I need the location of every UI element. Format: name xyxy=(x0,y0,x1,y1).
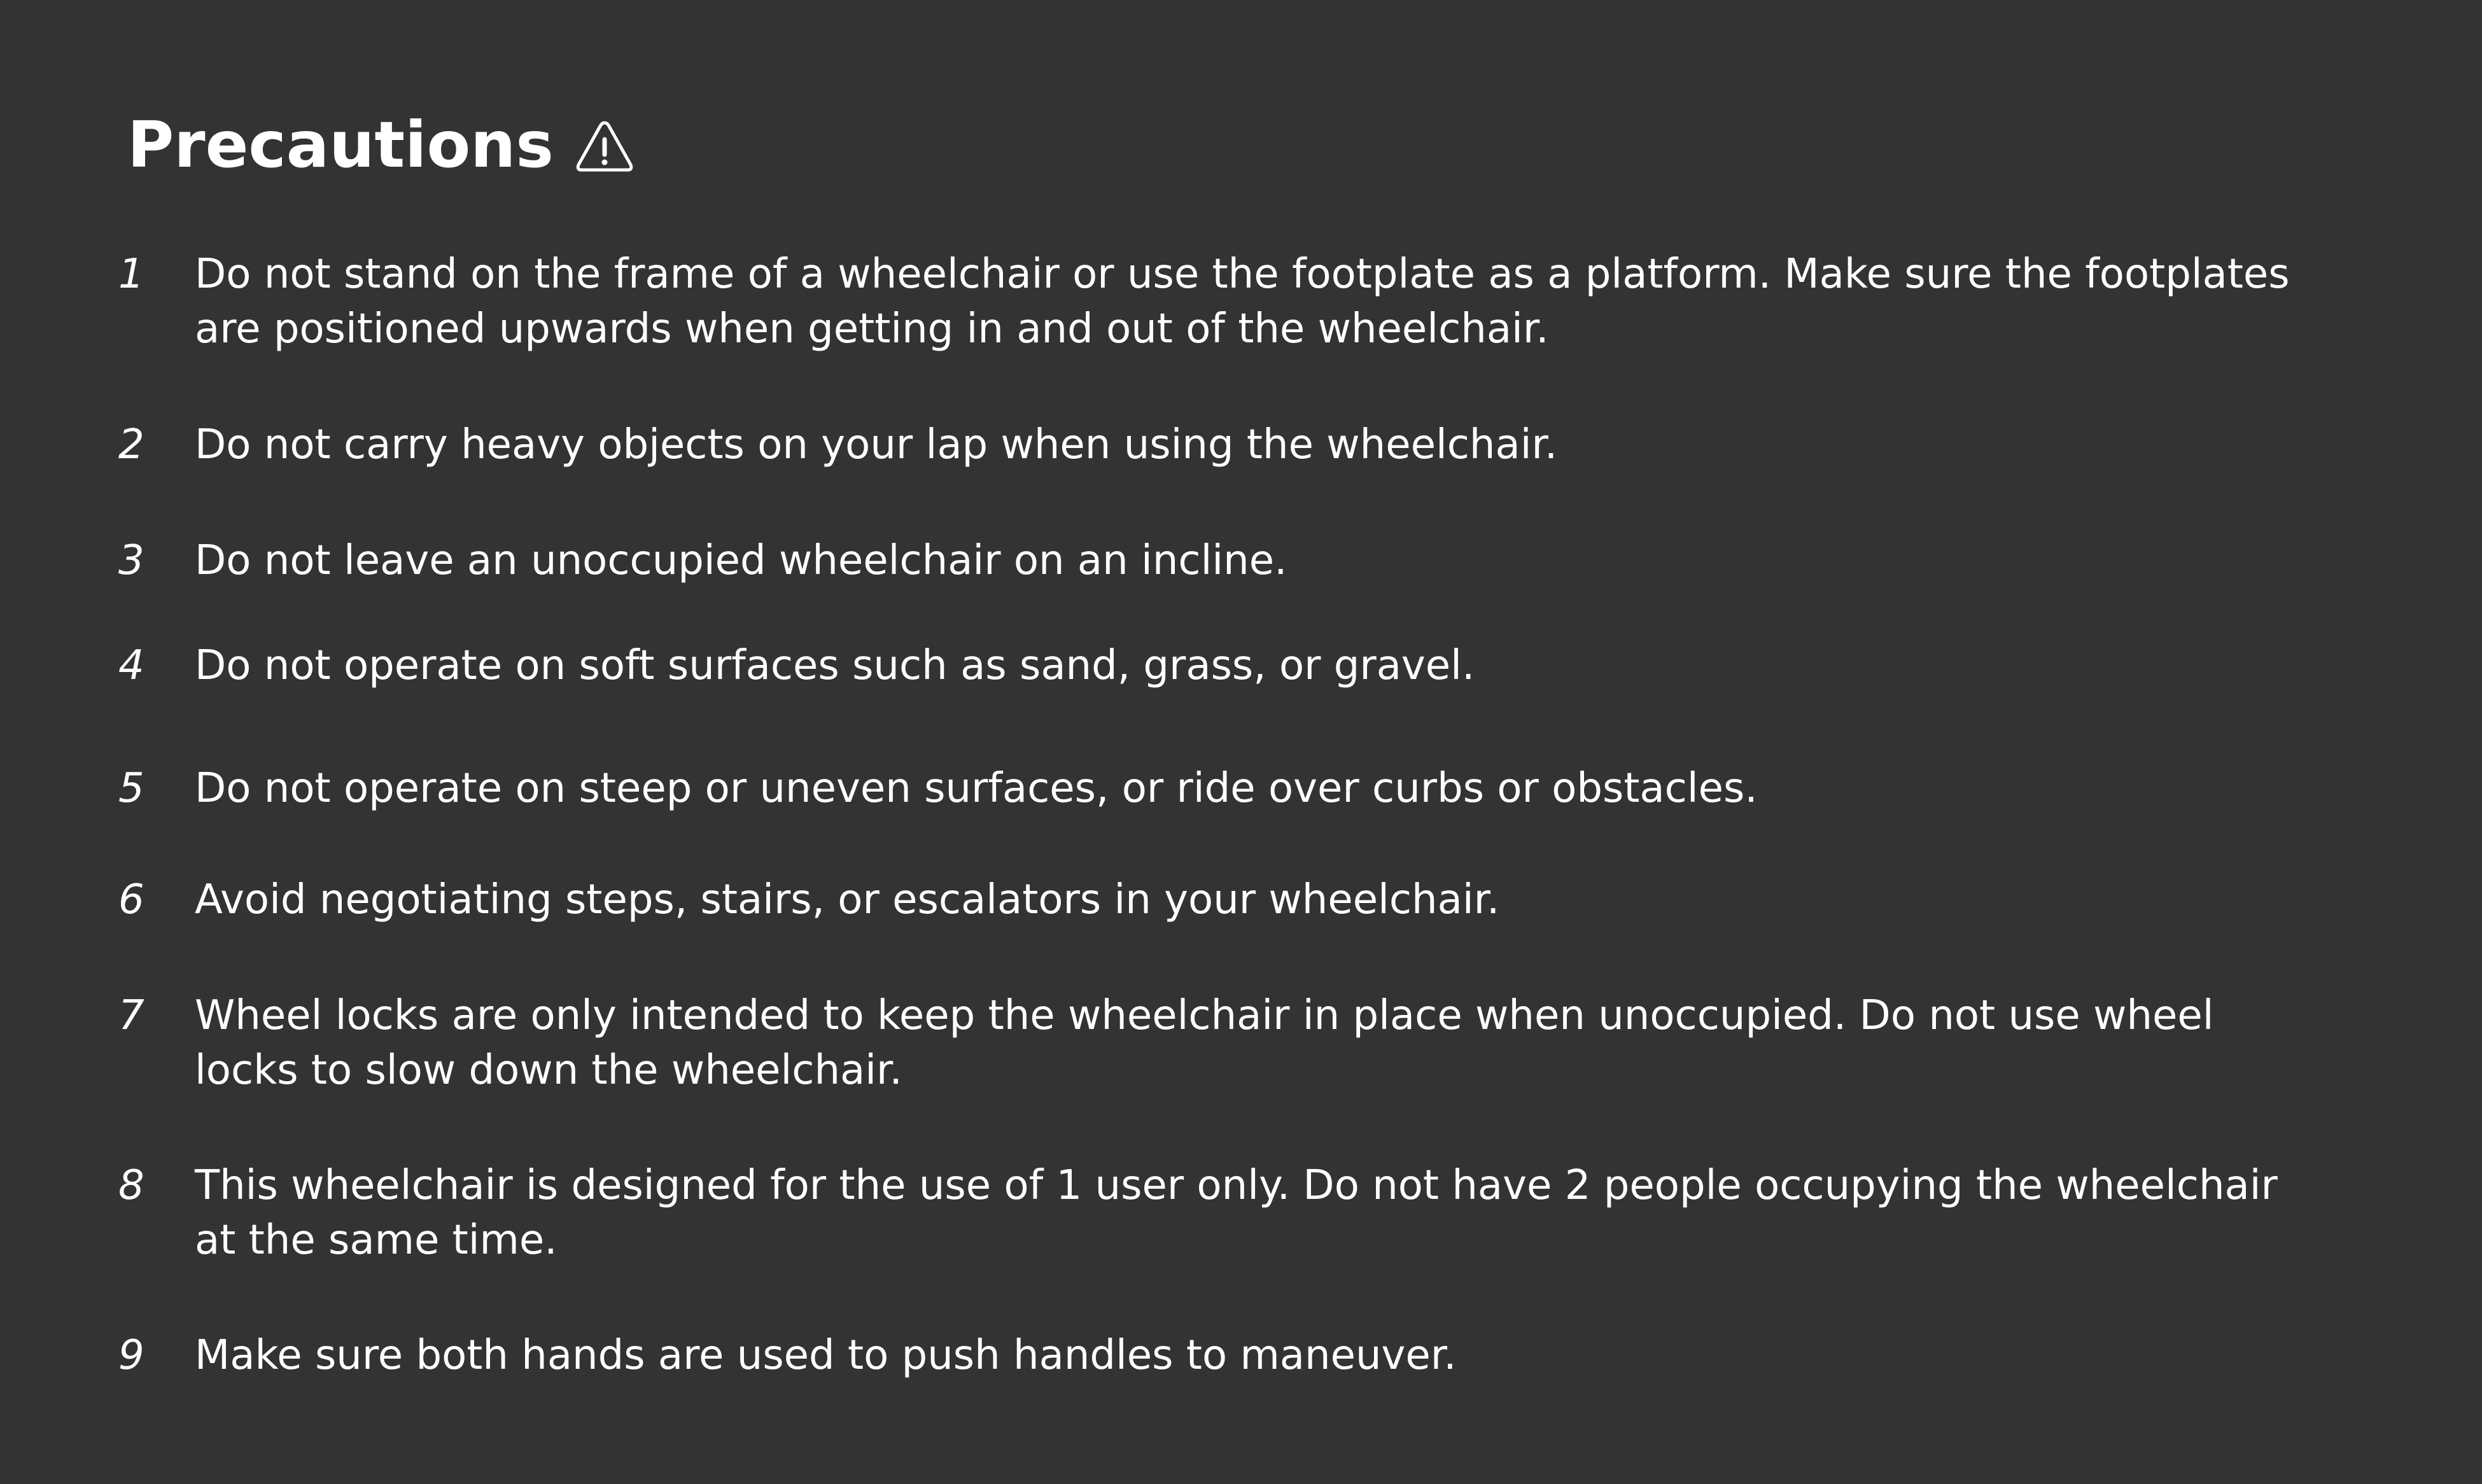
item-text: Do not operate on soft surfaces such as sand, grass, or gravel. xyxy=(195,642,1475,689)
item-text: Do not carry heavy objects on your lap when using the wheelchair. xyxy=(195,421,1558,468)
warning-triangle-icon xyxy=(574,119,635,174)
page-title: Precautions xyxy=(127,108,554,182)
item-number: 5 xyxy=(118,765,144,812)
item-number: 7 xyxy=(118,992,144,1039)
item-text: This wheelchair is designed for the use of 1 user only. Do not have 2 people occupying the wheelchair at the same time. xyxy=(195,1162,2278,1264)
item-text: Do not stand on the frame of a wheelchair or use the footplate as a platform. Make sure the footplates are positioned upwards when getting in and out of the wheelchair. xyxy=(195,251,2290,353)
item-text: Wheel locks are only intended to keep the wheelchair in place when unoccupied. Do not use wheel locks to slow down the wheelchair. xyxy=(195,992,2214,1094)
item-text: Do not operate on steep or uneven surfaces, or ride over curbs or obstacles. xyxy=(195,765,1758,812)
item-number: 3 xyxy=(118,537,144,584)
precaution-item-4 xyxy=(118,638,2384,693)
item-number: 9 xyxy=(118,1332,144,1379)
item-number: 2 xyxy=(118,421,144,468)
item-text: Do not leave an unoccupied wheelchair on an incline. xyxy=(195,537,1287,584)
precaution-item-7 xyxy=(118,988,2384,1098)
precaution-item-3 xyxy=(118,533,2384,588)
item-number: 1 xyxy=(118,251,144,298)
precaution-item-5 xyxy=(118,761,2384,816)
precaution-item-9 xyxy=(118,1328,2384,1383)
precaution-item-2 xyxy=(118,417,2384,472)
precaution-item-1 xyxy=(118,247,2384,356)
page-header xyxy=(127,107,635,183)
precaution-item-8 xyxy=(118,1158,2384,1268)
item-text: Make sure both hands are used to push handles to maneuver. xyxy=(195,1332,1457,1379)
item-text: Avoid negotiating steps, stairs, or escalators in your wheelchair. xyxy=(195,876,1500,923)
precaution-item-6 xyxy=(118,872,2384,927)
item-number: 8 xyxy=(118,1162,144,1209)
item-number: 6 xyxy=(118,876,144,923)
item-number: 4 xyxy=(118,642,144,689)
